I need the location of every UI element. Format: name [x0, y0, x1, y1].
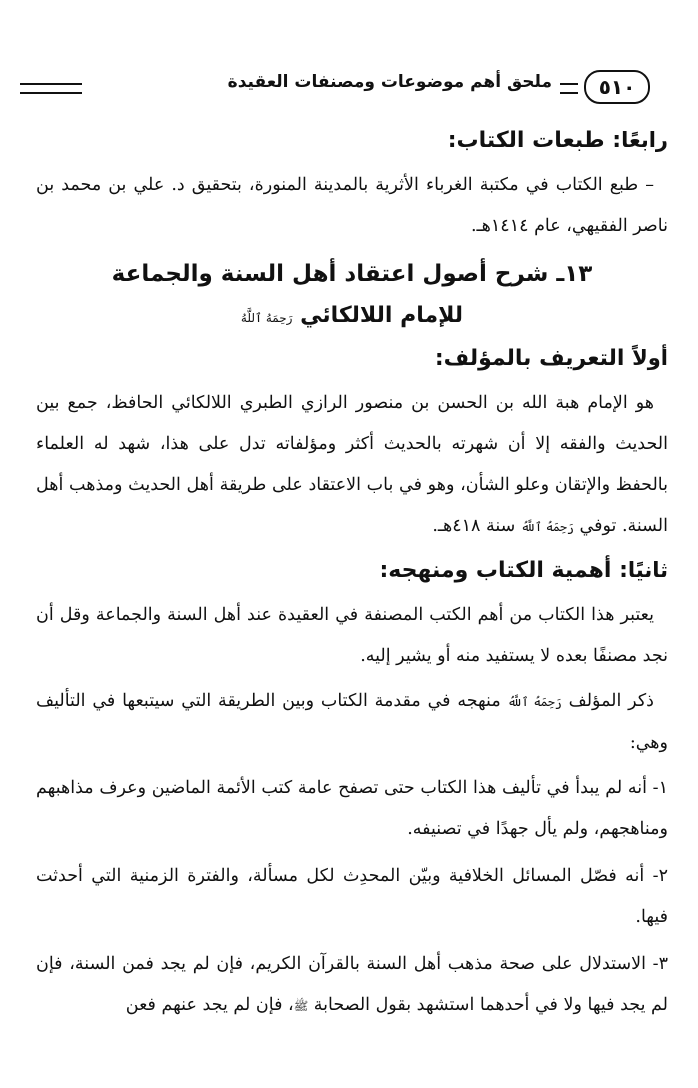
death-year: سنة ٤١٨هـ. [432, 516, 516, 536]
editions-text: – طبع الكتاب في مكتبة الغرباء الأثرية بالمدينة المنورة، بتحقيق د. علي بن محمد بن ناصر الفقيهي، عام ١٤١٤هـ. [36, 175, 668, 236]
section-heading-editions: رابعًا: طبعات الكتاب: [447, 128, 668, 153]
importance-text: يعتبر هذا الكتاب من أهم الكتب المصنفة في العقيدة عند أهل السنة والجماعة وقل أن نجد مصنفًا بعده لا يستفيد منه أو يشير إليه. [36, 605, 668, 666]
page-content [36, 118, 668, 1033]
method-item-1: ١- أنه لم يبدأ في تأليف هذا الكتاب حتى تصفح عامة كتب الأئمة الماضين وعرف مذاهبهم ومناهجهم، ولم يأل جهدًا في تصنيفه. [36, 778, 668, 839]
bio-text: هو الإمام هبة الله بن الحسن بن منصور الرازي الطبري اللالكائي الحافظ، جمع بين الحديث والفقه إلا أن شهرته بالحديث أكثر ومؤلفاته تدل على هذا، شهد له العلماء بالحفظ والإتقان وعلو الشأن، وهو في باب الاعتقاد على طريقة أهل الحديث ومذهب أهل السنة. توفي [36, 393, 668, 536]
section-heading-importance: ثانيًا: أهمية الكتاب ومنهجه: [379, 558, 668, 583]
method-item-3-end: ، فإن لم يجد عنهم فعن [125, 995, 294, 1015]
honorific-calligraphy: رَحِمَهُ ٱللَّهُ [520, 520, 574, 534]
running-title: ملحق أهم موضوعات ومصنفات العقيدة [227, 72, 552, 92]
honorific-calligraphy: رَحِمَهُ ٱللَّهُ [507, 695, 562, 709]
section-title: طبعات الكتاب: [447, 128, 605, 153]
page-number: ٥١٠ [584, 70, 650, 104]
author-name: للإمام اللالكائي [300, 303, 464, 328]
honorific-calligraphy: ﷺ [293, 999, 309, 1013]
method-intro-end: منهجه في مقدمة الكتاب وبين الطريقة التي سيتبعها في التأليف وهي: [36, 691, 668, 753]
honorific-calligraphy: رَحِمَهُ ٱللَّهُ [240, 311, 293, 325]
running-header [20, 70, 650, 104]
section-label: رابعًا [621, 128, 668, 152]
method-item-3-start: ٣- الاستدلال على صحة مذهب أهل السنة بالقرآن الكريم، فإن لم يجد فمن السنة، فإن لم يجد فيها ولا في أحدهما استشهد بقول الصحابة [36, 954, 668, 1015]
section-label: ثانيًا [627, 558, 668, 582]
header-rule-right [560, 83, 578, 94]
method-intro [36, 681, 668, 764]
method-item-2: ٢- أنه فصّل المسائل الخلافية وبيّن المحدِث لكل مسألة، والفترة الزمنية التي أحدثت فيها. [36, 866, 668, 927]
section-heading-author [36, 346, 668, 371]
book-title: ١٣ـ شرح أصول اعتقاد أهل السنة والجماعة [111, 261, 593, 287]
section-title: التعريف بالمؤلف: [434, 346, 625, 371]
section-label: أولاً [632, 346, 668, 370]
header-rule-left [20, 83, 82, 94]
book-author [36, 303, 668, 328]
author-bio [36, 383, 668, 548]
method-item-3 [36, 944, 668, 1027]
method-intro-start: ذكر المؤلف [568, 691, 654, 711]
section-title: أهمية الكتاب ومنهجه: [379, 558, 612, 583]
